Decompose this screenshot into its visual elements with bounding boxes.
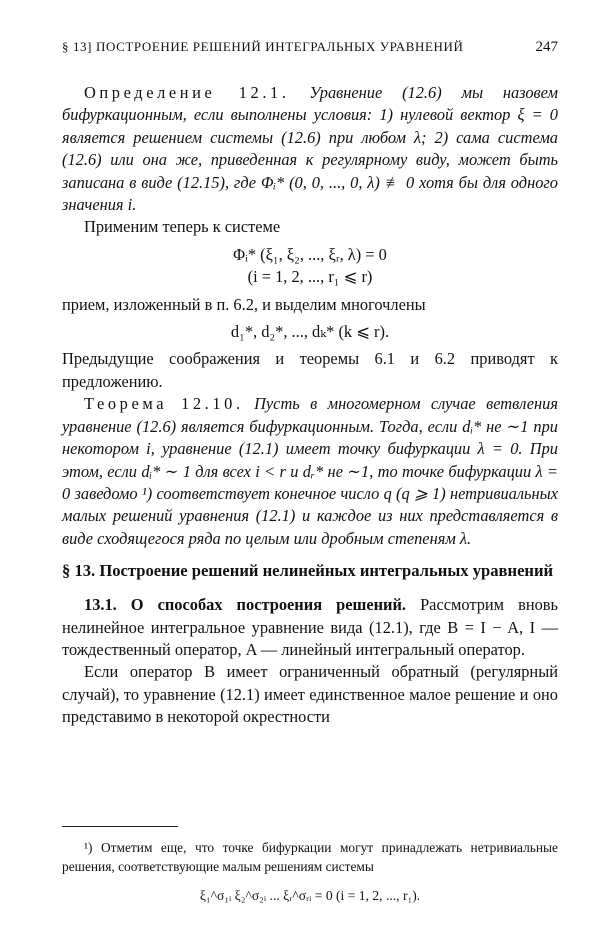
definition-paragraph [62,82,558,216]
running-head-text: ПОСТРОЕНИЕ РЕШЕНИЙ ИНТЕГРАЛЬНЫХ УРАВНЕНИЙ [95,39,464,54]
theorem-label: Теорема 12.10. [84,394,244,414]
definition-label: Определение 12.1. [84,83,290,102]
formula-system-block [62,244,558,289]
apply-paragraph: Применим теперь к системе [84,217,281,237]
running-head-section: § 13] [62,39,93,54]
section-heading: § 13. Построение решений нелинейных интегральных уравнений [62,561,554,581]
body-text [62,82,558,729]
formula-polynomials: d₁*, d₂*, ..., dₖ* (k ⩽ r). [230,322,390,342]
theorem-paragraph [62,393,558,550]
page-number: 247 [535,39,558,55]
definition-text: Уравнение (12.6) мы назовем бифуркационным, если выполнены условия: 1) нулевой вектор ξ = 0 является решением системы (12.6) при любом λ; 2) сама система (12.6) или она же, приведенная к регулярному виду, может быть записана в виде (12.15), где Φᵢ* (0, 0, ..., 0, λ) ≢ 0 хотя бы для одного значения i. [62,83,559,215]
subsection-label: 13.1. О способах построения решений. [84,595,407,615]
subsection-text: Рассмотрим вновь нелинейное интегральное уравнение вида (12.1), где B = I − A, I — тождественный оператор, A — линейный интегральный оператор. [62,595,558,659]
formula-system: Φᵢ* (ξ₁, ξ₂, ..., ξᵣ, λ) = 0 [233,244,387,264]
theorem-text: Пусть в многомерном случае ветвления уравнение (12.6) является бифуркационным. Тогда, если dᵢ* не ∼1 при некотором i, уравнение (12.1) имеет точку бифуркации λ = 0. При этом, если dᵢ* ∼ 1 для всех i < r и dᵣ* не ∼1, то точке бифуркации λ = 0 заведомо ¹) соответствует конечное число q (q ⩾ 1) нетривиальных малых решений уравнения (12.1) и каждое из них представляется в виде сходящегося ряда по целым или дробным степеням λ. [62,394,558,548]
subsection-paragraph [62,594,558,661]
previous-paragraph: Предыдущие соображения и теоремы 6.1 и 6.2 приводят к предложению. [62,349,558,391]
footnote-formula: ξ₁^σ₁ᵢ ξ₂^σ₂ᵢ ... ξᵣ^σᵣᵢ = 0 (i = 1, 2, ..., r₁). [199,888,421,903]
method-paragraph: прием, изложенный в п. 6.2, и выделим многочлены [62,294,426,314]
running-head [62,38,558,56]
last-paragraph: Если оператор B имеет ограниченный обратный (регулярный случай), то уравнение (12.1) имеет единственное малое решение и оно представимо в некоторой окрестности [62,662,558,727]
footnote [62,838,558,905]
footnote-text: ¹) Отметим еще, что точке бифуркации могут принадлежать нетривиальные решения, соответствующие малым решениям системы [62,840,558,874]
footnote-rule [62,826,178,827]
running-head-title [62,38,464,56]
formula-range: (i = 1, 2, ..., r₁ ⩽ r) [247,267,373,287]
